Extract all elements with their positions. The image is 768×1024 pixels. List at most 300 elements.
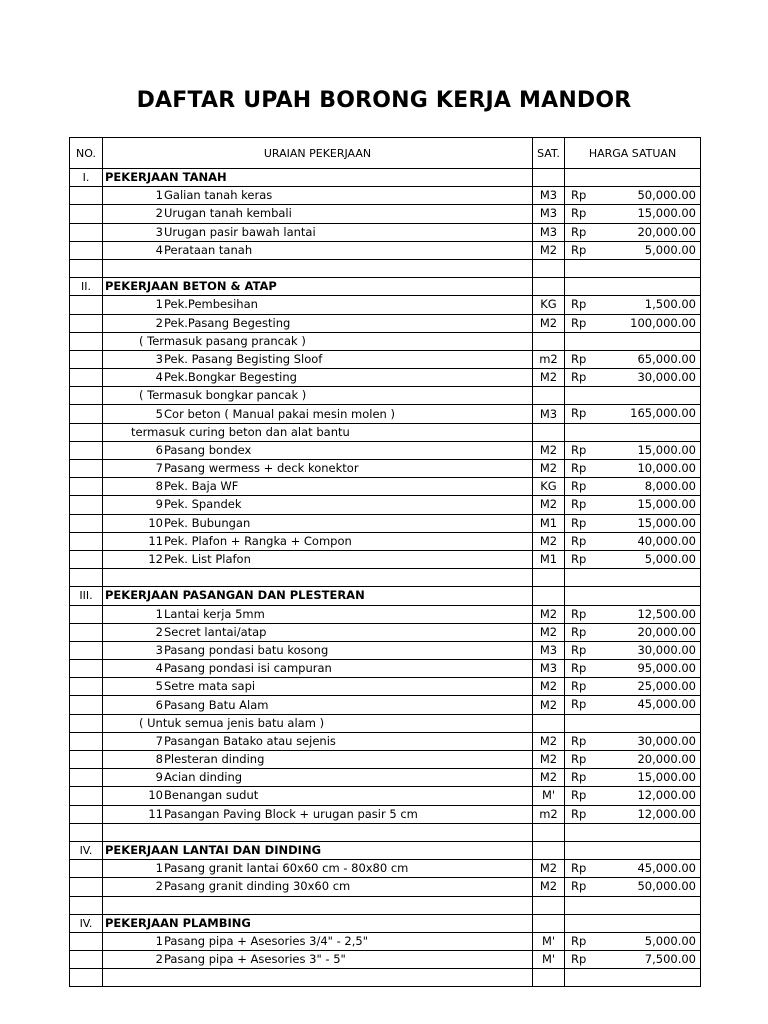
price-value: 30,000.00 [637, 733, 696, 748]
currency-label: Rp [571, 606, 587, 621]
description-cell [103, 296, 533, 314]
price-cell [565, 896, 701, 914]
section-number: III. [70, 587, 103, 605]
currency-label: Rp [571, 188, 587, 203]
price-cell [565, 478, 701, 496]
unit-cell: M2 [533, 751, 565, 769]
description-cell [103, 405, 533, 423]
no-cell [70, 860, 103, 878]
description-cell [103, 259, 533, 277]
price-cell [565, 878, 701, 896]
description-cell [103, 205, 533, 223]
no-cell [70, 787, 103, 805]
price-value: 12,500.00 [637, 606, 696, 621]
description-cell [103, 932, 533, 950]
unit-cell: M2 [533, 732, 565, 750]
price-value: 12,000.00 [637, 806, 696, 821]
price-cell [565, 496, 701, 514]
unit-cell: M' [533, 951, 565, 969]
price-cell [565, 823, 701, 841]
no-cell [70, 496, 103, 514]
unit-cell: KG [533, 296, 565, 314]
description-cell [103, 769, 533, 787]
item-number: 9 [155, 497, 163, 512]
item-description: Lantai kerja 5mm [164, 606, 265, 621]
item-number: 8 [155, 479, 163, 494]
no-cell [70, 259, 103, 277]
price-cell [565, 623, 701, 641]
section-title: PEKERJAAN PLAMBING [103, 914, 533, 932]
currency-label: Rp [571, 806, 587, 821]
unit-cell: m2 [533, 805, 565, 823]
description-cell [103, 496, 533, 514]
item-number: 4 [155, 370, 163, 385]
no-cell [70, 932, 103, 950]
item-description: Pasangan Batako atau sejenis [164, 733, 336, 748]
section-number: IV. [70, 841, 103, 859]
item-description: Pasang pondasi batu kosong [164, 642, 329, 657]
section-number: I. [70, 169, 103, 187]
table-row [70, 641, 701, 659]
no-cell [70, 569, 103, 587]
price-value: 50,000.00 [637, 879, 696, 894]
price-value: 45,000.00 [637, 861, 696, 876]
item-description: Pasang granit dinding 30x60 cm [164, 879, 351, 894]
item-description: Pek. Plafon + Rangka + Compon [164, 533, 352, 548]
section-number: II. [70, 278, 103, 296]
table-row [70, 932, 701, 950]
currency-label: Rp [571, 515, 587, 530]
unit-cell [533, 841, 565, 859]
item-number: 1 [155, 606, 163, 621]
item-description: Pek. Baja WF [164, 479, 239, 494]
no-cell [70, 423, 103, 441]
item-description: Pek.Pembesihan [164, 297, 258, 312]
currency-label: Rp [571, 879, 587, 894]
table-row [70, 187, 701, 205]
table-row [70, 369, 701, 387]
unit-cell: M2 [533, 369, 565, 387]
price-cell [565, 714, 701, 732]
no-cell [70, 896, 103, 914]
item-number: 4 [155, 242, 163, 257]
blank-row [70, 896, 701, 914]
currency-label: Rp [571, 370, 587, 385]
description-cell [103, 696, 533, 714]
note-row [70, 387, 701, 405]
section-row [70, 841, 701, 859]
description-cell [103, 223, 533, 241]
item-description: Cor beton ( Manual pakai mesin molen ) [164, 406, 395, 421]
description-cell [103, 787, 533, 805]
price-cell [565, 223, 701, 241]
no-cell [70, 314, 103, 332]
currency-label: Rp [571, 861, 587, 876]
unit-cell: M2 [533, 241, 565, 259]
unit-cell [533, 278, 565, 296]
price-cell [565, 932, 701, 950]
unit-cell [533, 387, 565, 405]
blank-row [70, 969, 701, 987]
price-cell [565, 751, 701, 769]
unit-cell [533, 587, 565, 605]
no-cell [70, 732, 103, 750]
no-cell [70, 405, 103, 423]
table-row [70, 296, 701, 314]
price-cell [565, 951, 701, 969]
item-number: 1 [155, 933, 163, 948]
price-cell [565, 569, 701, 587]
item-number: 2 [155, 315, 163, 330]
table-row [70, 550, 701, 568]
table-row [70, 405, 701, 423]
item-description: Secret lantai/atap [164, 624, 267, 639]
description-cell [103, 478, 533, 496]
item-description: Pasangan Paving Block + urugan pasir 5 cm [164, 806, 418, 821]
note-text: ( Termasuk pasang prancak ) [103, 332, 533, 350]
no-cell [70, 332, 103, 350]
item-description: Setre mata sapi [164, 679, 256, 694]
no-cell [70, 350, 103, 368]
no-cell [70, 678, 103, 696]
price-cell [565, 241, 701, 259]
unit-cell [533, 332, 565, 350]
item-number: 3 [155, 351, 163, 366]
price-cell [565, 605, 701, 623]
price-cell [565, 278, 701, 296]
no-cell [70, 878, 103, 896]
unit-cell [533, 169, 565, 187]
currency-label: Rp [571, 642, 587, 657]
price-cell [565, 969, 701, 987]
unit-cell [533, 423, 565, 441]
table-row [70, 623, 701, 641]
table-row [70, 678, 701, 696]
section-number: IV. [70, 914, 103, 932]
no-cell [70, 223, 103, 241]
price-value: 7,500.00 [644, 952, 696, 967]
currency-label: Rp [571, 624, 587, 639]
note-row [70, 714, 701, 732]
item-number: 11 [148, 533, 163, 548]
no-cell [70, 605, 103, 623]
price-cell [565, 587, 701, 605]
price-cell [565, 641, 701, 659]
unit-cell: M2 [533, 769, 565, 787]
unit-cell: M2 [533, 441, 565, 459]
description-cell [103, 951, 533, 969]
currency-label: Rp [571, 461, 587, 475]
table-row [70, 732, 701, 750]
description-cell [103, 314, 533, 332]
currency-label: Rp [571, 661, 587, 676]
unit-cell: M2 [533, 314, 565, 332]
unit-cell [533, 896, 565, 914]
no-cell [70, 660, 103, 678]
unit-cell: M3 [533, 223, 565, 241]
currency-label: Rp [571, 351, 587, 366]
price-cell [565, 387, 701, 405]
description-cell [103, 514, 533, 532]
table-row [70, 751, 701, 769]
price-cell [565, 660, 701, 678]
currency-label: Rp [571, 697, 587, 712]
unit-cell: M3 [533, 187, 565, 205]
price-value: 15,000.00 [637, 206, 696, 221]
note-text: termasuk curing beton dan alat bantu [103, 423, 533, 441]
item-number: 2 [155, 952, 163, 967]
description-cell [103, 550, 533, 568]
item-description: Pek. Pasang Begisting Sloof [164, 351, 323, 366]
description-cell [103, 896, 533, 914]
currency-label: Rp [571, 752, 587, 766]
item-number: 11 [148, 806, 163, 821]
section-row [70, 278, 701, 296]
currency-label: Rp [571, 551, 587, 566]
price-cell [565, 860, 701, 878]
item-description: Pasang wermess + deck konektor [164, 461, 359, 476]
table-row [70, 241, 701, 259]
item-number: 1 [155, 188, 163, 203]
price-cell [565, 787, 701, 805]
item-description: Pasang bondex [164, 442, 252, 457]
unit-cell [533, 969, 565, 987]
header-no: NO. [70, 138, 103, 169]
price-cell [565, 205, 701, 223]
item-description: Pek. Bubungan [164, 515, 251, 530]
item-description: Galian tanah keras [164, 188, 273, 203]
currency-label: Rp [571, 297, 587, 312]
unit-cell [533, 569, 565, 587]
item-number: 3 [155, 224, 163, 239]
currency-label: Rp [571, 533, 587, 548]
description-cell [103, 532, 533, 550]
price-value: 65,000.00 [637, 351, 696, 366]
description-cell [103, 241, 533, 259]
description-cell [103, 732, 533, 750]
currency-label: Rp [571, 315, 587, 330]
price-cell [565, 678, 701, 696]
no-cell [70, 769, 103, 787]
price-value: 8,000.00 [644, 479, 696, 494]
description-cell [103, 969, 533, 987]
item-description: Perataan tanah [164, 242, 253, 257]
price-cell [565, 441, 701, 459]
price-cell [565, 332, 701, 350]
no-cell [70, 714, 103, 732]
description-cell [103, 860, 533, 878]
unit-cell [533, 914, 565, 932]
description-cell [103, 660, 533, 678]
currency-label: Rp [571, 242, 587, 257]
item-description: Pasang pipa + Asesories 3/4" - 2,5" [164, 933, 368, 948]
unit-cell [533, 259, 565, 277]
unit-cell: M2 [533, 532, 565, 550]
price-cell [565, 405, 701, 423]
price-value: 165,000.00 [630, 406, 696, 421]
unit-cell: M1 [533, 514, 565, 532]
section-row [70, 169, 701, 187]
wage-table-body [70, 138, 701, 987]
description-cell [103, 441, 533, 459]
no-cell [70, 478, 103, 496]
price-cell [565, 423, 701, 441]
no-cell [70, 823, 103, 841]
item-description: Pasang granit lantai 60x60 cm - 80x80 cm [164, 861, 409, 876]
unit-cell: KG [533, 478, 565, 496]
item-number: 1 [155, 861, 163, 876]
item-number: 1 [155, 297, 163, 312]
item-description: Pek.Pasang Begesting [164, 315, 291, 330]
table-row [70, 223, 701, 241]
unit-cell: M2 [533, 678, 565, 696]
no-cell [70, 532, 103, 550]
header-description: URAIAN PEKERJAAN [103, 138, 533, 169]
item-number: 7 [155, 733, 163, 748]
price-cell [565, 259, 701, 277]
item-number: 4 [155, 661, 163, 676]
no-cell [70, 460, 103, 478]
no-cell [70, 696, 103, 714]
currency-label: Rp [571, 497, 587, 512]
currency-label: Rp [571, 406, 587, 421]
price-cell [565, 769, 701, 787]
currency-label: Rp [571, 206, 587, 221]
no-cell [70, 187, 103, 205]
table-row [70, 605, 701, 623]
item-number: 5 [155, 406, 163, 421]
price-value: 15,000.00 [637, 515, 696, 530]
table-row [70, 532, 701, 550]
description-cell [103, 569, 533, 587]
unit-cell: M3 [533, 405, 565, 423]
item-number: 6 [155, 442, 163, 457]
price-value: 20,000.00 [637, 752, 696, 766]
blank-row [70, 259, 701, 277]
table-row [70, 314, 701, 332]
table-row [70, 769, 701, 787]
item-description: Pek. List Plafon [164, 552, 251, 567]
unit-cell: M2 [533, 496, 565, 514]
note-row [70, 332, 701, 350]
description-cell [103, 460, 533, 478]
unit-cell: M2 [533, 696, 565, 714]
currency-label: Rp [571, 442, 587, 457]
header-unit: SAT. [533, 138, 565, 169]
table-row [70, 696, 701, 714]
item-number: 8 [155, 752, 163, 767]
document-title: DAFTAR UPAH BORONG KERJA MANDOR [136, 88, 632, 113]
unit-cell: M1 [533, 550, 565, 568]
section-row [70, 914, 701, 932]
price-cell [565, 732, 701, 750]
price-value: 40,000.00 [637, 533, 696, 548]
price-value: 5,000.00 [644, 933, 696, 948]
description-cell [103, 805, 533, 823]
price-cell [565, 514, 701, 532]
price-value: 5,000.00 [644, 551, 696, 566]
item-number: 5 [155, 679, 163, 694]
price-value: 5,000.00 [644, 242, 696, 257]
price-cell [565, 532, 701, 550]
unit-cell: M2 [533, 878, 565, 896]
no-cell [70, 969, 103, 987]
wage-table [69, 137, 701, 987]
item-description: Pek.Bongkar Begesting [164, 370, 297, 385]
unit-cell: M2 [533, 623, 565, 641]
table-row [70, 514, 701, 532]
price-value: 15,000.00 [637, 442, 696, 457]
price-cell [565, 460, 701, 478]
no-cell [70, 241, 103, 259]
no-cell [70, 751, 103, 769]
currency-label: Rp [571, 933, 587, 948]
item-number: 12 [148, 552, 163, 567]
description-cell [103, 878, 533, 896]
price-cell [565, 550, 701, 568]
currency-label: Rp [571, 479, 587, 494]
price-value: 12,000.00 [637, 788, 696, 803]
item-number: 3 [155, 642, 163, 657]
currency-label: Rp [571, 770, 587, 785]
no-cell [70, 441, 103, 459]
table-row [70, 460, 701, 478]
section-title: PEKERJAAN LANTAI DAN DINDING [103, 841, 533, 859]
price-value: 30,000.00 [637, 370, 696, 385]
item-number: 2 [155, 206, 163, 221]
unit-cell: m2 [533, 350, 565, 368]
unit-cell: M3 [533, 641, 565, 659]
price-value: 100,000.00 [630, 315, 696, 330]
price-cell [565, 805, 701, 823]
description-cell [103, 751, 533, 769]
item-description: Urugan tanah kembali [164, 206, 292, 221]
item-description: Pek. Spandek [164, 497, 242, 512]
unit-cell [533, 823, 565, 841]
description-cell [103, 369, 533, 387]
item-description: Pasang pipa + Asesories 3" - 5" [164, 952, 346, 967]
table-row [70, 805, 701, 823]
unit-cell: M2 [533, 860, 565, 878]
section-title: PEKERJAAN TANAH [103, 169, 533, 187]
no-cell [70, 550, 103, 568]
no-cell [70, 641, 103, 659]
blank-row [70, 823, 701, 841]
no-cell [70, 205, 103, 223]
unit-cell: M' [533, 787, 565, 805]
description-cell [103, 641, 533, 659]
price-cell [565, 314, 701, 332]
unit-cell: M2 [533, 460, 565, 478]
price-value: 10,000.00 [637, 461, 696, 475]
note-row [70, 423, 701, 441]
table-row [70, 496, 701, 514]
price-cell [565, 187, 701, 205]
price-cell [565, 350, 701, 368]
price-cell [565, 914, 701, 932]
item-number: 10 [148, 788, 163, 803]
description-cell [103, 605, 533, 623]
no-cell [70, 369, 103, 387]
blank-row [70, 569, 701, 587]
section-title: PEKERJAAN PASANGAN DAN PLESTERAN [103, 587, 533, 605]
table-row [70, 660, 701, 678]
price-value: 45,000.00 [637, 697, 696, 712]
item-description: Plesteran dinding [164, 752, 265, 767]
price-value: 15,000.00 [637, 770, 696, 785]
price-value: 20,000.00 [637, 624, 696, 639]
section-title: PEKERJAAN BETON & ATAP [103, 278, 533, 296]
